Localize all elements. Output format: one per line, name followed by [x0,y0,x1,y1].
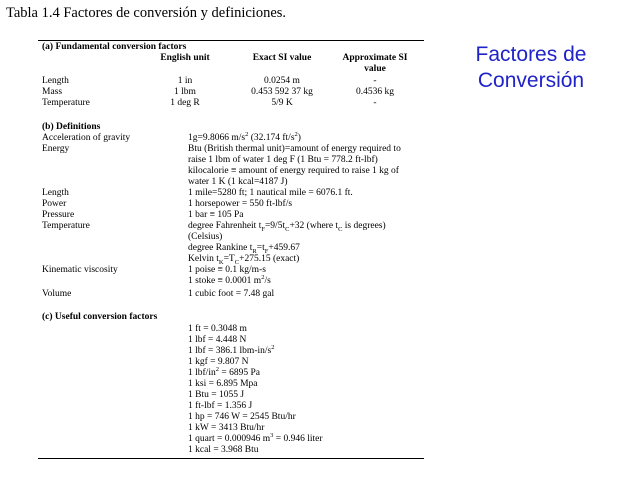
factor-kw: 1 kW = 3413 Btu/hr [188,423,265,433]
def-acceleration: 1g=9.8066 $m/s^2$ (32.174 $ft/s^2$) [188,130,301,143]
def-pressure: 1 bar ≡ 105 Pa [188,210,244,220]
def-energy-3: kilocalorie ≡ amount of energy required to raise 1 kg of [188,166,399,176]
def-temp-fahrenheit: degree Fahrenheit $t_F=9/5t_C+32$ (where $t_C$ is degrees) [188,221,386,233]
factor-btu: 1 Btu = 1055 J [188,390,245,400]
def-stoke: 1 stoke ≡ 0.0001 $m^2/s$ [188,273,271,286]
row-exact: 5/9 K [271,98,293,108]
col-approx-si: Approximate SI [342,53,408,63]
row-approx: - [373,76,377,86]
row-exact: 0.0254 m [264,76,300,86]
row-english: 1 deg R [170,98,200,108]
side-heading [456,42,606,94]
factor-quart: 1 quart = 0.000946 $m^3 = 0.946$ liter [188,431,323,444]
section-a-heading: (a) Fundamental conversion factors [42,42,187,52]
label-kinematic-viscosity: Kinematic viscosity [42,265,118,275]
section-b-heading: (b) Definitions [42,122,101,132]
def-volume: 1 cubic foot = 7.48 gal [188,289,275,299]
def-temp-kelvin: Kelvin $t_K=T_C+275.15$ (exact) [188,254,300,266]
label-pressure: Pressure [42,210,75,220]
factor-hp: 1 hp = 746 W = 2545 Btu/hr [188,412,296,422]
row-approx: 0.4536 kg [356,87,394,97]
side-heading-line-1: Factores de [475,43,587,66]
slide-title: Tabla 1.4 Factores de conversión y definiciones. [6,5,287,21]
section-c-heading: (c) Useful conversion factors [42,312,158,322]
col-english-unit: English unit [160,53,210,63]
row-english: 1 lbm [174,87,196,97]
factor-psi: 1 lbf/$in^2 = 6895$ Pa [188,365,260,378]
side-heading-line-2: Conversión [477,69,585,92]
label-volume: Volume [42,289,72,299]
def-energy-2: raise 1 lbm of water 1 deg F (1 Btu = 778.2 ft-lbf) [188,155,378,165]
factor-ft: 1 ft = 0.3048 m [188,324,247,334]
def-energy-4: water 1 K (1 kcal=4187 J) [188,177,288,187]
def-temp-celsius: (Celsius) [188,232,223,242]
factor-ksi: 1 ksi = 6.895 Mpa [188,379,258,389]
factor-kgf: 1 kgf = 9.807 N [188,357,249,367]
row-approx: - [373,98,377,108]
def-temp-rankine: degree Rankine $t_R=t_F+459.67$ [188,243,300,255]
col-approx-si-2: value [364,64,386,74]
table-bottom-rule [38,458,424,459]
label-energy: Energy [42,144,70,154]
def-poise: 1 poise ≡ 0.1 kg/m-s [188,265,266,275]
def-power: 1 horsepower = 550 ft-lbf/s [188,199,293,209]
table-top-rule [38,40,424,41]
factor-lbf-lbm: 1 lbf = 386.1 lbm-$in/s^2$ [188,343,275,356]
label-power: Power [42,199,67,209]
row-label: Temperature [42,98,90,108]
row-label: Mass [42,87,63,97]
label-acceleration: Acceleration of gravity [42,133,131,143]
conversion-table [38,40,424,459]
label-length: Length [42,188,69,198]
factor-lbf-n: 1 lbf = 4.448 N [188,335,247,345]
factor-kcal: 1 kcal = 3.968 Btu [188,445,259,455]
row-exact: 0.453 592 37 kg [251,87,313,97]
def-length: 1 mile=5280 ft; 1 nautical mile = 6076.1 ft. [188,188,353,198]
label-temperature: Temperature [42,221,90,231]
factor-ft-lbf: 1 ft-lbf = 1.356 J [188,401,253,411]
def-energy-1: Btu (British thermal unit)=amount of energy required to [188,144,401,154]
row-english: 1 in [177,76,193,86]
col-exact-si: Exact SI value [252,53,312,63]
row-label: Length [42,76,69,86]
